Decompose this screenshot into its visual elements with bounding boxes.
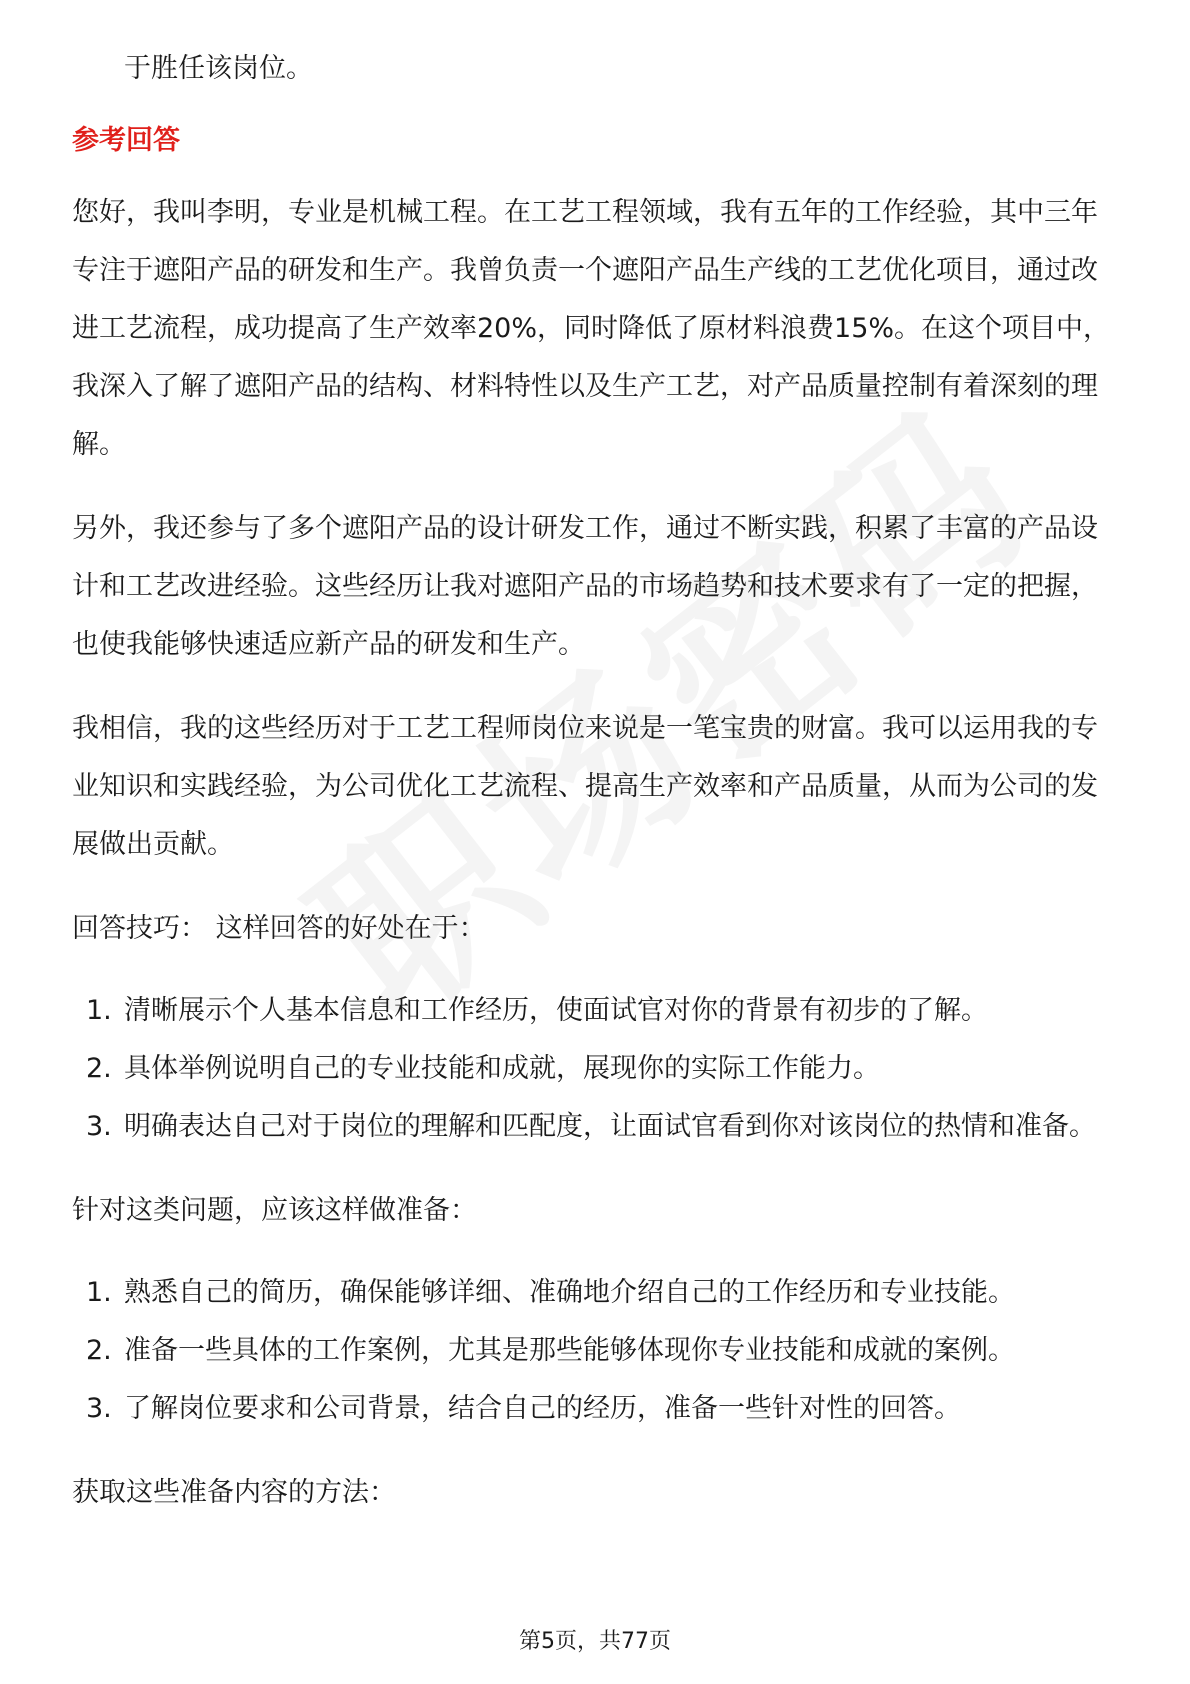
tips-label: 回答技巧： 这样回答的好处在于：: [72, 913, 486, 944]
top-continuation-text: 于胜任该岗位。: [124, 53, 313, 84]
document-body: [72, 40, 1122, 1546]
prep-list: [72, 1264, 1122, 1438]
reference-answer-heading: 参考回答: [72, 125, 180, 156]
tips-list: [72, 982, 1122, 1156]
prep-item-text: 了解岗位要求和公司背景，结合自己的经历，准备一些针对性的回答。: [124, 1393, 961, 1424]
method-label: 获取这些准备内容的方法：: [72, 1477, 396, 1508]
prep-label: 针对这类问题，应该这样做准备：: [72, 1195, 477, 1226]
list-number: 1.: [86, 1277, 112, 1308]
list-number: 2.: [86, 1053, 112, 1084]
list-item: [72, 1380, 1122, 1438]
answer-paragraph-3: 我相信，我的这些经历对于工艺工程师岗位来说是一笔宝贵的财富。我可以运用我的专业知识和实践经验，为公司优化工艺流程、提高生产效率和产品质量，从而为公司的发展做出贡献。: [72, 713, 1098, 860]
tips-item-text: 明确表达自己对于岗位的理解和匹配度，让面试官看到你对该岗位的热情和准备。: [124, 1111, 1096, 1142]
list-item: [72, 1322, 1122, 1380]
list-item: [72, 982, 1122, 1040]
list-number: 3.: [86, 1111, 112, 1142]
list-item: [72, 1098, 1122, 1156]
tips-item-text: 清晰展示个人基本信息和工作经历，使面试官对你的背景有初步的了解。: [124, 995, 988, 1026]
list-item: [72, 1264, 1122, 1322]
answer-paragraph-2: 另外，我还参与了多个遮阳产品的设计研发工作，通过不断实践，积累了丰富的产品设计和工艺改进经验。这些经历让我对遮阳产品的市场趋势和技术要求有了一定的把握，也使我能够快速适应新产品的研发和生产。: [72, 513, 1098, 660]
prep-item-text: 熟悉自己的简历，确保能够详细、准确地介绍自己的工作经历和专业技能。: [124, 1277, 1015, 1308]
list-number: 1.: [86, 995, 112, 1026]
prep-item-text: 准备一些具体的工作案例，尤其是那些能够体现你专业技能和成就的案例。: [124, 1335, 1015, 1366]
list-number: 3.: [86, 1393, 112, 1424]
list-item: [72, 1040, 1122, 1098]
page-footer: 第5页，共77页: [519, 1629, 671, 1654]
answer-paragraph-1: 您好，我叫李明，专业是机械工程。在工艺工程领域，我有五年的工作经验，其中三年专注于遮阳产品的研发和生产。我曾负责一个遮阳产品生产线的工艺优化项目，通过改进工艺流程，成功提高了生产效率20%，同时降低了原材料浪费15%。在这个项目中，我深入了解了遮阳产品的结构、材料特性以及生产工艺，对产品质量控制有着深刻的理解。: [72, 197, 1111, 460]
tips-item-text: 具体举例说明自己的专业技能和成就，展现你的实际工作能力。: [124, 1053, 880, 1084]
list-number: 2.: [86, 1335, 112, 1366]
